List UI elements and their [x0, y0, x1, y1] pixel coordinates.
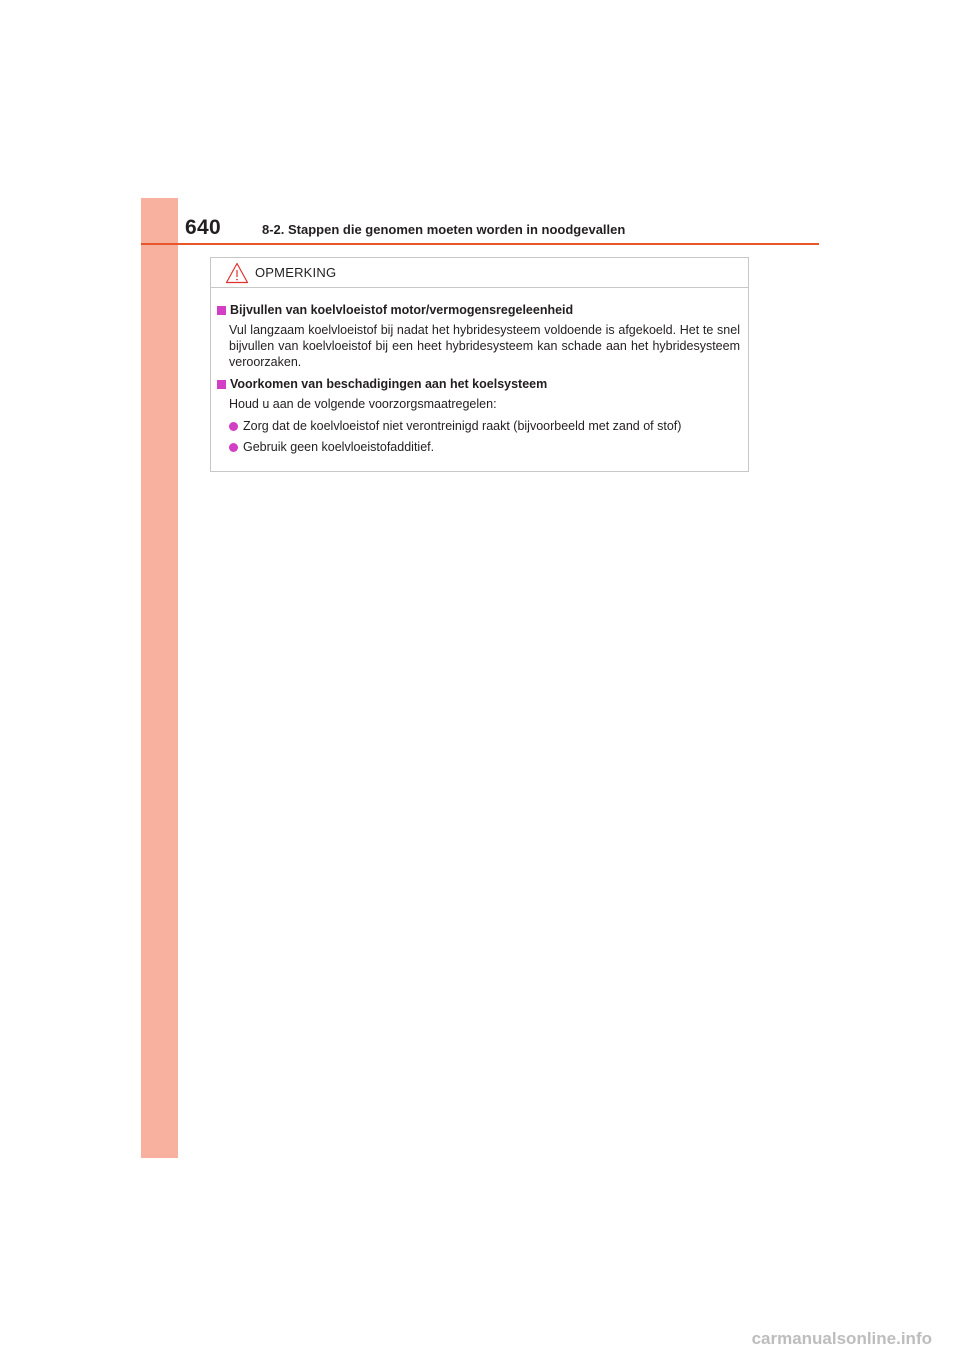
square-bullet-icon — [217, 380, 226, 389]
square-bullet-icon — [217, 306, 226, 315]
footer-watermark: carmanualsonline.info — [751, 1329, 932, 1348]
dot-bullet-icon — [229, 422, 238, 431]
page-number: 640 — [185, 216, 221, 239]
precaution-list — [229, 418, 740, 455]
topic-heading-text: Bijvullen van koelvloeistof motor/vermogensregeleenheid — [230, 303, 574, 317]
header-rule — [141, 243, 819, 245]
topic-heading — [217, 376, 740, 392]
notice-body — [217, 302, 740, 460]
dot-bullet-icon — [229, 443, 238, 452]
list-item — [229, 418, 740, 434]
notice-label: OPMERKING — [255, 265, 337, 280]
topic-text: Vul langzaam koelvloeistof bij nadat het hybridesysteem voldoende is afgekoeld. Het te snel bijvullen van koelvloeistof bij een heet hybridesysteem kan schade aan het hybridesysteem veroorzaken. — [229, 323, 740, 369]
warning-triangle-icon — [225, 262, 249, 284]
section-title: 8-2. Stappen die genomen moeten worden in noodgevallen — [262, 222, 626, 237]
topic-heading — [217, 302, 740, 318]
list-item-text: Gebruik geen koelvloeistofadditief. — [243, 440, 435, 454]
notice-topic — [217, 376, 740, 455]
side-color-bar — [141, 198, 178, 1158]
notice-header — [211, 258, 748, 288]
notice-topic — [217, 302, 740, 370]
list-item-text: Zorg dat de koelvloeistof niet verontreinigd raakt (bijvoorbeeld met zand of stof) — [243, 419, 682, 433]
notice-box — [210, 257, 749, 472]
topic-text: Houd u aan de volgende voorzorgsmaatregelen: — [229, 397, 497, 411]
topic-heading-text: Voorkomen van beschadigingen aan het koelsysteem — [230, 377, 548, 391]
list-item — [229, 439, 740, 455]
